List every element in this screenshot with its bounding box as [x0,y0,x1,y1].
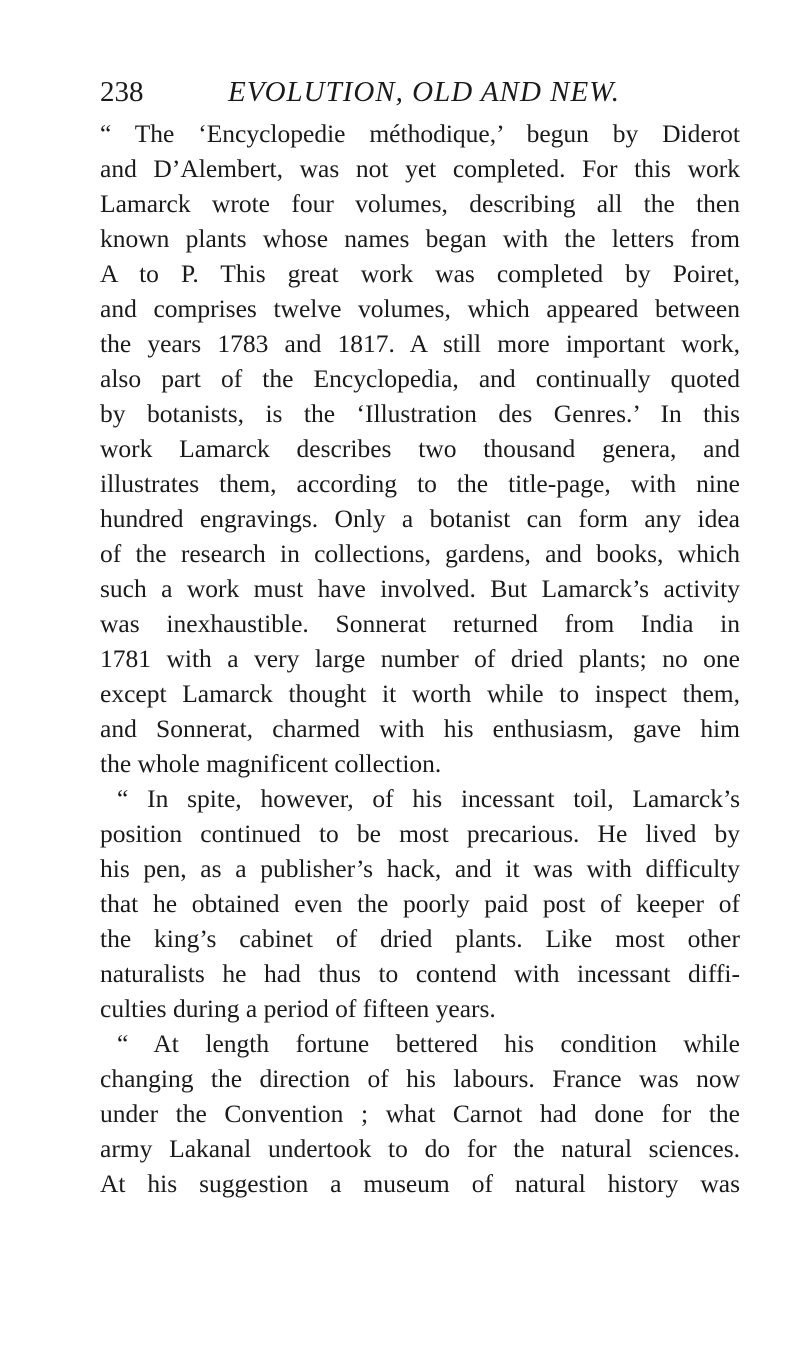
text-line: position continued to be most precarious. He lived by [100,819,740,848]
text-line: of the research in collections, gardens, and books, which [100,539,740,568]
text-line: “ At length fortune bettered his condition while [117,1029,740,1058]
text-line: except Lamarck thought it worth while to inspect them, [100,679,740,708]
text-line: and comprises twelve volumes, which appeared between [100,294,740,323]
text-line: changing the direction of his labours. France was now [100,1064,740,1093]
text-line: culties during a period of fifteen years. [100,994,496,1023]
text-line: 1781 with a very large number of dried plants; no one [100,644,740,673]
running-head [100,72,740,112]
running-title: EVOLUTION, OLD AND NEW. [228,76,620,108]
text-line: such a work must have involved. But Lamarck’s activity [100,574,740,603]
text-line: “ The ‘Encyclopedie méthodique,’ begun by Diderot [100,119,740,148]
text-line: the years 1783 and 1817. A still more important work, [100,329,740,358]
text-line: hundred engravings. Only a botanist can form any idea [100,504,740,533]
text-line: work Lamarck describes two thousand genera, and [100,434,740,463]
text-line: naturalists he had thus to contend with incessant diffi- [100,959,740,988]
text-line: under the Convention ; what Carnot had done for the [100,1099,740,1128]
text-line: also part of the Encyclopedia, and continually quoted [100,364,740,393]
text-line: that he obtained even the poorly paid post of keeper of [100,889,740,918]
text-line: was inexhaustible. Sonnerat returned from India in [100,609,740,638]
text-line: the whole magnificent collection. [100,749,442,778]
text-line: At his suggestion a museum of natural history was [100,1169,740,1198]
text-line: army Lakanal undertook to do for the natural sciences. [100,1134,740,1163]
text-line: the king’s cabinet of dried plants. Like most other [100,924,740,953]
text-line: and Sonnerat, charmed with his enthusiasm, gave him [100,714,740,743]
text-line: “ In spite, however, of his incessant toil, Lamarck’s [117,784,740,813]
text-line: by botanists, is the ‘Illustration des Genres.’ In this [100,399,740,428]
text-line: A to P. This great work was completed by Poiret, [100,259,740,288]
text-line: illustrates them, according to the title-page, with nine [100,469,740,498]
body-text [100,116,740,1201]
text-line: and D’Alembert, was not yet completed. For this work [100,154,740,183]
page-number: 238 [100,76,144,108]
text-line: his pen, as a publisher’s hack, and it was with difficulty [100,854,740,883]
text-line: known plants whose names began with the letters from [100,224,740,253]
text-line: Lamarck wrote four volumes, describing all the then [100,189,740,218]
